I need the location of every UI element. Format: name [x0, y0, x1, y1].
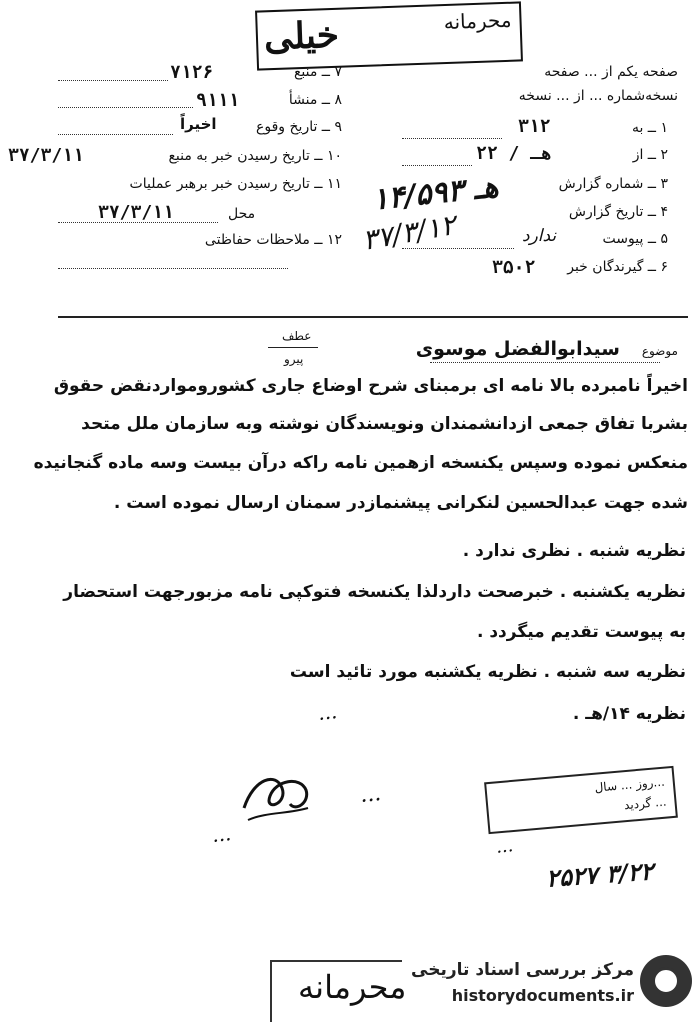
atf-label: عطف: [282, 329, 312, 343]
stamp-big-text: خیلی: [263, 13, 340, 59]
stamp-line1: ...روز ... سال: [594, 774, 666, 795]
note-saturday: نظریه شنبه . نظری ندارد .: [462, 541, 686, 561]
field-report-number-label: ۳ ــ شماره گزارش: [558, 176, 668, 192]
field-origin-value: ۹۱۱۱: [196, 90, 240, 111]
report-number-handwritten: ۱۴/۵۹۳ هـ: [370, 169, 501, 218]
subject-value: سیدابوالفضل موسوی: [415, 338, 620, 360]
report-date-handwritten: ۳۷/۳/۱۲: [359, 208, 459, 257]
field-source-value: ۷۱۲۶: [170, 62, 214, 83]
field-arrival-source-label: ۱۰ ــ تاریخ رسیدن خبر به منبع: [168, 148, 342, 164]
watermark-title: مرکز بررسی اسناد تاریخی: [411, 960, 634, 980]
watermark-url: historydocuments.ir: [451, 986, 634, 1005]
field-occurrence-label: ۹ ــ تاریخ وقوع: [256, 119, 342, 135]
body-line: منعکس نموده وسپس یکنسخه ازهمین نامه راکه درآن بیست وسه ماده گنجانیده: [33, 453, 688, 473]
stamp-line2: ... گردید: [623, 794, 668, 813]
received-stamp: [484, 766, 678, 834]
signature-scribble: [236, 768, 316, 826]
archive-logo-icon: [640, 955, 692, 1007]
body-line: بشربا تفاق جمعی ازدانشمندان ونویسندگان نوشته وبه سازمان ملل متحد: [81, 414, 688, 434]
field-source-label: ۷ ــ منبع: [293, 64, 342, 80]
field-attachment-label: ۵ ــ پیوست: [602, 231, 668, 247]
field-arrival-ops-label: ۱۱ ــ تاریخ رسیدن خبر برهبر عملیات: [129, 176, 342, 192]
body-line: اخیراً نامبرده بالا نامه ای برمبنای شرح اوضاع جاری کشورومواردنقض حقوق: [53, 376, 688, 396]
note-14h: نظریه ۱۴/هـ .: [572, 704, 686, 724]
note-14h-handwriting: ...: [316, 699, 339, 725]
field-recipients-value: ۳۵۰۲: [492, 257, 536, 278]
bottom-number: ۲۵۲۷ ۳/۲۲: [545, 856, 655, 893]
field-arrival-source-value: ۳۷/۳/۱۱: [8, 145, 84, 166]
note-tuesday: نظریه سه شنبه . نظریه یکشنبه مورد تائید است: [289, 662, 686, 682]
bottom-stamp-text: محرمانه: [298, 968, 407, 1006]
page-line: صفحه یکم از ... صفحه: [544, 64, 678, 80]
field-place-value: ۳۷/۳/۱۱: [98, 202, 174, 223]
field-attachment-value: ندارد: [522, 226, 557, 246]
note-sunday-cont: به پیوست تقدیم میگردد .: [476, 622, 686, 642]
field-report-date-label: ۴ ــ تاریخ گزارش: [568, 204, 668, 220]
bottom-stamp-frame: [270, 960, 407, 1022]
header-separator: [58, 316, 688, 318]
piro-label: پیرو: [284, 352, 304, 366]
subject-label: موضوع: [641, 344, 678, 358]
top-classification-stamp: [255, 1, 523, 70]
field-from-value: ۲۲ / هـ: [476, 143, 552, 164]
field-origin-label: ۸ ــ منشأ: [288, 92, 342, 108]
signature-left: ...: [210, 821, 233, 847]
field-to-value: ۳۱۲: [518, 116, 551, 137]
stamp-small-text: محرمانه: [443, 7, 512, 35]
note-sunday: نظریه یکشنبه . خبرصحت داردلذا یکنسخه فتوکپی نامه مزبورجهت استحضار: [63, 582, 686, 602]
field-to-label: ۱ ــ به: [631, 120, 668, 136]
field-from-label: ۲ ــ از: [632, 147, 668, 163]
body-line: شده جهت عبدالحسین لنکرانی پیشنمازدر سمنان ارسال نموده است .: [113, 493, 688, 513]
field-place-label: محل: [228, 206, 256, 222]
signature-middle: ...: [358, 780, 383, 809]
field-recipients-label: ۶ ــ گیرندگان خبر: [567, 259, 668, 275]
copy-line: نسخه‌شماره ... از ... نسخه: [518, 88, 678, 104]
field-occurrence-value: اخیراً: [180, 115, 217, 133]
field-security-label: ۱۲ ــ ملاحظات حفاظتی: [204, 232, 342, 248]
bottom-handwriting: ...: [494, 835, 515, 858]
